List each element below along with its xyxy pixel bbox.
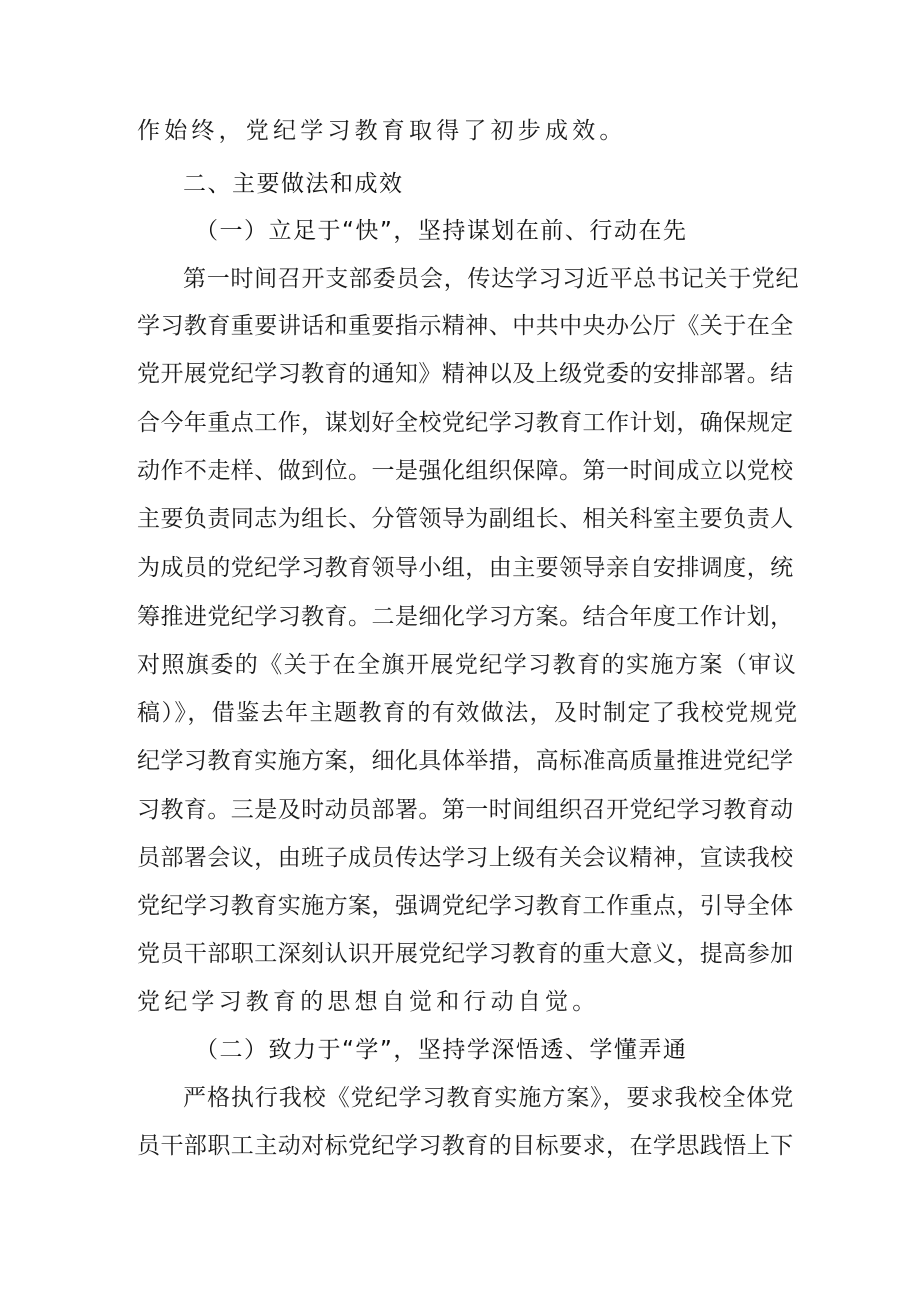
paragraph-line: 筹推进党纪学习教育。二是细化学习方案。结合年度工作计划， [137,604,794,630]
paragraph-line: 员部署会议，由班子成员传达学习上级有关会议精神，宣读我校 [137,845,794,871]
paragraph-line: 稿）》，借鉴去年主题教育的有效做法，及时制定了我校党规党 [137,700,799,726]
paragraph-line: 党纪学习教育实施方案，强调党纪学习教育工作重点，引导全体 [137,893,794,919]
subsection-heading-2: （二）致力于“学”，坚持学深悟透、学懂弄通 [195,1037,688,1063]
paragraph-line: 动作不走样、做到位。一是强化组织保障。第一时间成立以党校 [137,458,794,484]
paragraph-line: 党纪学习教育的思想自觉和行动自觉。 [137,989,600,1015]
subsection-heading-1: （一）立足于“快”，坚持谋划在前、行动在先 [195,218,688,244]
paragraph-line: 纪学习教育实施方案，细化具体举措，高标准高质量推进党纪学 [137,748,794,774]
paragraph-line: 党员干部职工深刻认识开展党纪学习教育的重大意义，提高参加 [137,941,794,967]
paragraph-line: 合今年重点工作，谋划好全校党纪学习教育工作计划，确保规定 [137,410,794,436]
paragraph-line: 严格执行我校《党纪学习教育实施方案》，要求我校全体党 [183,1085,795,1111]
section-heading-main: 二、主要做法和成效 [183,171,404,197]
paragraph-line: 第一时间召开支部委员会，传达学习习近平总书记关于党纪 [183,266,800,292]
paragraph-line: 作始终，党纪学习教育取得了初步成效。 [137,118,627,144]
paragraph-line: 对照旗委的《关于在全旗开展党纪学习教育的实施方案（审议 [137,652,798,678]
paragraph-line: 党开展党纪学习教育的通知》精神以及上级党委的安排部署。结 [137,361,794,387]
paragraph-line: 为成员的党纪学习教育领导小组，由主要领导亲自安排调度，统 [137,555,794,581]
paragraph-line: 习教育。三是及时动员部署。第一时间组织召开党纪学习教育动 [137,797,794,823]
paragraph-line: 主要负责同志为组长、分管领导为副组长、相关科室主要负责人 [137,506,794,532]
paragraph-line: 学习教育重要讲话和重要指示精神、中共中央办公厅《关于在全 [137,313,794,339]
paragraph-line: 员干部职工主动对标党纪学习教育的目标要求，在学思践悟上下 [137,1133,794,1159]
